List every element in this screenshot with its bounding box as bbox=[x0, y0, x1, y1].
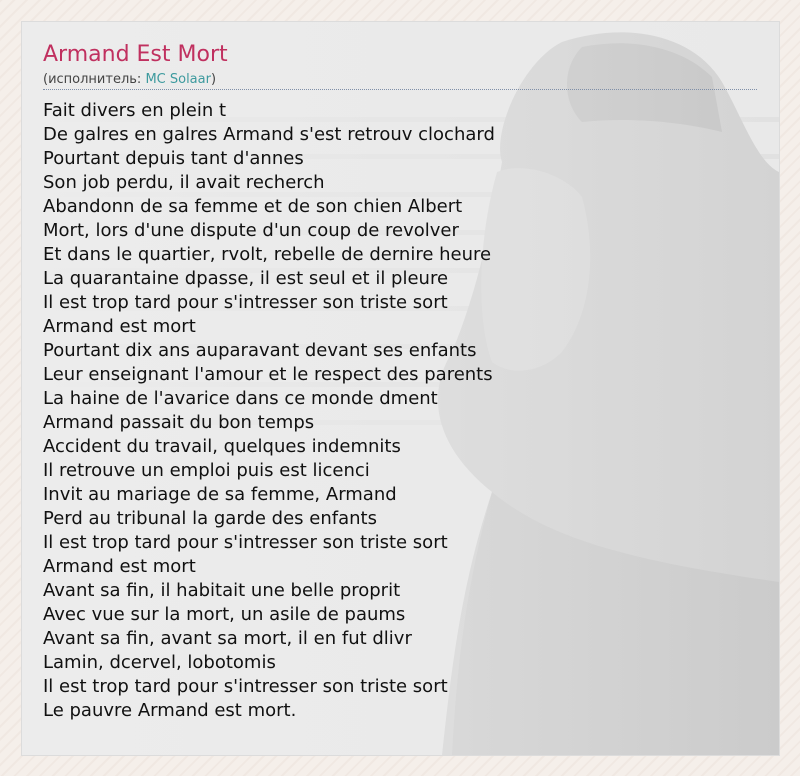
lyric-line: Pourtant depuis tant d'annes bbox=[43, 148, 304, 169]
performer-line bbox=[43, 71, 216, 88]
performer-suffix: ) bbox=[210, 72, 217, 87]
lyrics-card bbox=[21, 21, 780, 756]
lyric-line: Avec vue sur la mort, un asile de paums bbox=[43, 604, 406, 625]
lyric-line: Son job perdu, il avait recherch bbox=[43, 172, 325, 193]
lyric-line: Armand est mort bbox=[43, 316, 196, 337]
lyric-line: Accident du travail, quelques indemnits bbox=[43, 436, 401, 457]
lyric-line: Avant sa fin, avant sa mort, il en fut dlivr bbox=[43, 628, 412, 649]
lyric-line: Mort, lors d'une dispute d'un coup de revolver bbox=[43, 220, 459, 241]
lyric-line: Il est trop tard pour s'intresser son triste sort bbox=[43, 676, 448, 697]
lyric-line: De galres en galres Armand s'est retrouv clochard bbox=[43, 124, 495, 145]
lyric-line: Armand est mort bbox=[43, 556, 196, 577]
lyric-line: Fait divers en plein t bbox=[43, 100, 227, 121]
lyrics-content bbox=[22, 22, 779, 755]
lyric-line: Lamin, dcervel, lobotomis bbox=[43, 652, 276, 673]
lyric-line: Pourtant dix ans auparavant devant ses enfants bbox=[43, 340, 477, 361]
lyric-line: Invit au mariage de sa femme, Armand bbox=[43, 484, 397, 505]
lyric-line: Abandonn de sa femme et de son chien Albert bbox=[43, 196, 463, 217]
lyric-line: Avant sa fin, il habitait une belle proprit bbox=[43, 580, 401, 601]
performer-prefix: (исполнитель: bbox=[43, 72, 146, 87]
lyric-line: Perd au tribunal la garde des enfants bbox=[43, 508, 377, 529]
title-divider bbox=[43, 89, 757, 90]
lyric-line: Leur enseignant l'amour et le respect des parents bbox=[43, 364, 493, 385]
lyric-line: Et dans le quartier, rvolt, rebelle de dernire heure bbox=[43, 244, 492, 265]
lyric-line: Il retrouve un emploi puis est licenci bbox=[43, 460, 370, 481]
lyric-line: La quarantaine dpasse, il est seul et il pleure bbox=[43, 268, 449, 289]
lyrics-lines bbox=[43, 99, 495, 723]
lyric-line: Armand passait du bon temps bbox=[43, 412, 315, 433]
lyric-line: Il est trop tard pour s'intresser son triste sort bbox=[43, 292, 448, 313]
lyric-line: Il est trop tard pour s'intresser son triste sort bbox=[43, 532, 448, 553]
lyric-line: Le pauvre Armand est mort. bbox=[43, 700, 297, 721]
lyric-line: La haine de l'avarice dans ce monde dment bbox=[43, 388, 438, 409]
artist-link[interactable]: MC Solaar bbox=[145, 72, 211, 87]
song-title: Armand Est Mort bbox=[43, 42, 228, 67]
